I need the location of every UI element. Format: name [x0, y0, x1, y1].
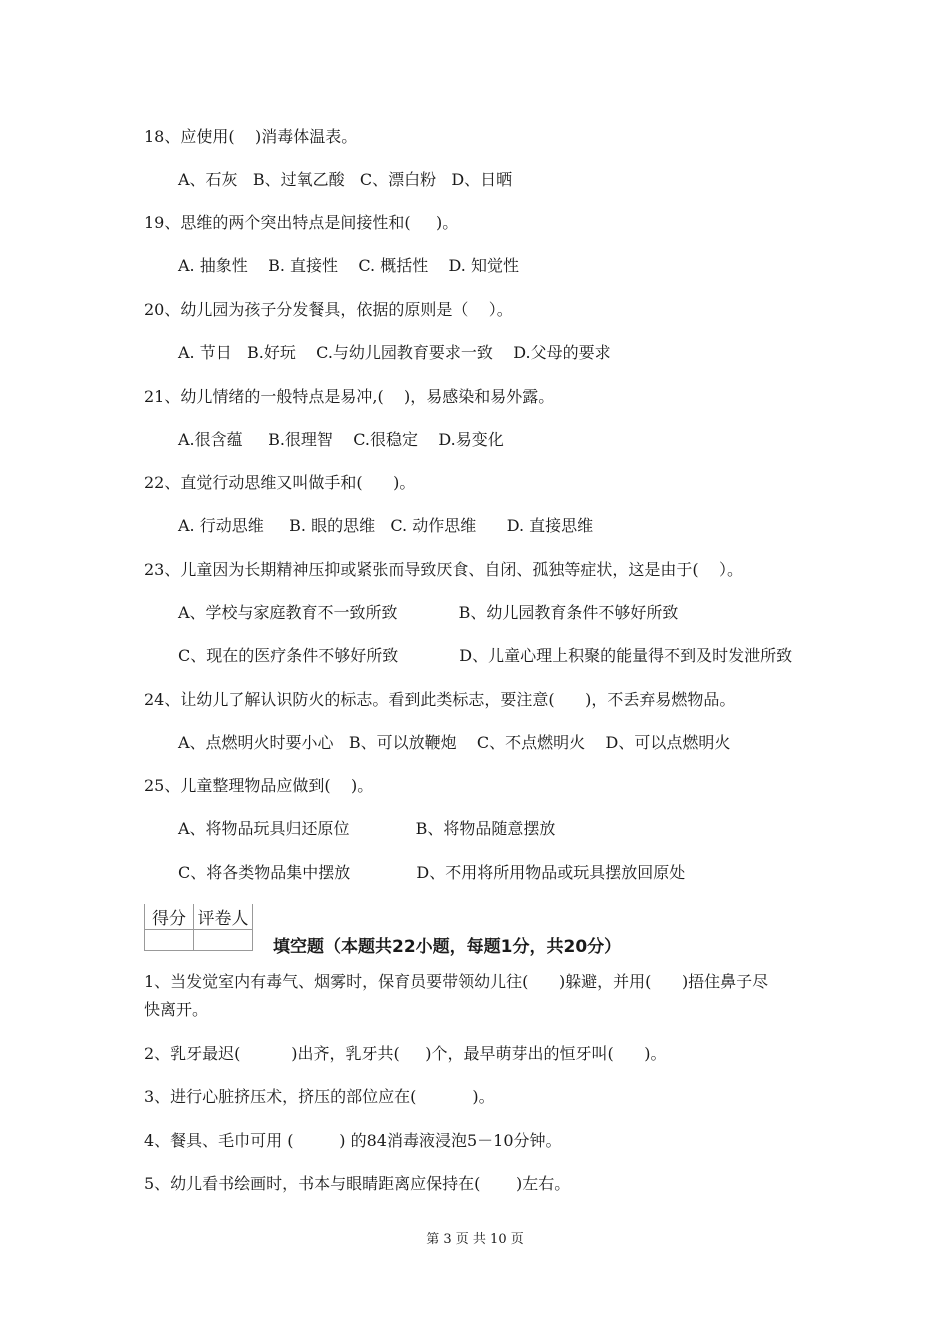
question-stem-24: 24、让幼儿了解认识防火的标志。看到此类标志，要注意( )，不丢弃易燃物品。	[144, 690, 736, 709]
question-stem-22: 22、直觉行动思维又叫做手和( )。	[144, 473, 416, 492]
fill-question-1-cont: 快离开。	[144, 1000, 209, 1019]
question-options-24: A、点燃明火时要小心 B、可以放鞭炮 C、不点燃明火 D、可以点燃明火	[178, 733, 731, 752]
question-options-23a: A、学校与家庭教育不一致所致 B、幼儿园教育条件不够好所致	[178, 603, 679, 622]
score-cell	[145, 930, 194, 951]
question-stem-23: 23、儿童因为长期精神压抑或紧张而导致厌食、自闭、孤独等症状，这是由于( ）。	[144, 560, 743, 579]
question-stem-20: 20、幼儿园为孩子分发餐具，依据的原则是（ ）。	[144, 300, 513, 319]
question-options-23b: C、现在的医疗条件不够好所致 D、儿童心理上积聚的能量得不到及时发泄所致	[178, 646, 793, 665]
question-stem-19: 19、思维的两个突出特点是间接性和( )。	[144, 213, 459, 232]
page-footer: 第 3 页 共 10 页	[426, 1232, 524, 1247]
question-options-21: A.很含蕴 B.很理智 C.很稳定 D.易变化	[178, 430, 504, 449]
question-stem-18: 18、应使用( )消毒体温表。	[144, 127, 358, 146]
score-label: 得分	[145, 904, 194, 930]
fill-question-4: 4、餐具、毛巾可用 ( ) 的84消毒液浸泡5－10分钟。	[144, 1131, 562, 1150]
section-title: 填空题（本题共22小题，每题1分，共20分）	[273, 937, 622, 957]
fill-question-5: 5、幼儿看书绘画时，书本与眼睛距离应保持在( )左右。	[144, 1174, 571, 1193]
question-stem-25: 25、儿童整理物品应做到( )。	[144, 776, 374, 795]
fill-question-2: 2、乳牙最迟( )出齐，乳牙共( )个，最早萌芽出的恒牙叫( )。	[144, 1044, 667, 1063]
question-options-25b: C、将各类物品集中摆放 D、不用将所用物品或玩具摆放回原处	[178, 863, 686, 882]
question-options-19: A. 抽象性 B. 直接性 C. 概括性 D. 知觉性	[178, 256, 519, 275]
score-table	[144, 904, 253, 951]
fill-question-1: 1、当发觉室内有毒气、烟雾时，保育员要带领幼儿往( )躲避，并用( )捂住鼻子尽	[144, 972, 769, 991]
fill-question-3: 3、进行心脏挤压术，挤压的部位应在( )。	[144, 1087, 495, 1106]
grader-cell	[194, 930, 253, 951]
grader-label: 评卷人	[194, 904, 253, 930]
question-options-25a: A、将物品玩具归还原位 B、将物品随意摆放	[178, 819, 556, 838]
question-options-20: A. 节日 B.好玩 C.与幼儿园教育要求一致 D.父母的要求	[178, 343, 611, 362]
question-stem-21: 21、幼儿情绪的一般特点是易冲,( )，易感染和易外露。	[144, 387, 555, 406]
question-options-18: A、石灰 B、过氧乙酸 C、漂白粉 D、日晒	[178, 170, 513, 189]
question-options-22: A. 行动思维 B. 眼的思维 C. 动作思维 D. 直接思维	[178, 516, 594, 535]
